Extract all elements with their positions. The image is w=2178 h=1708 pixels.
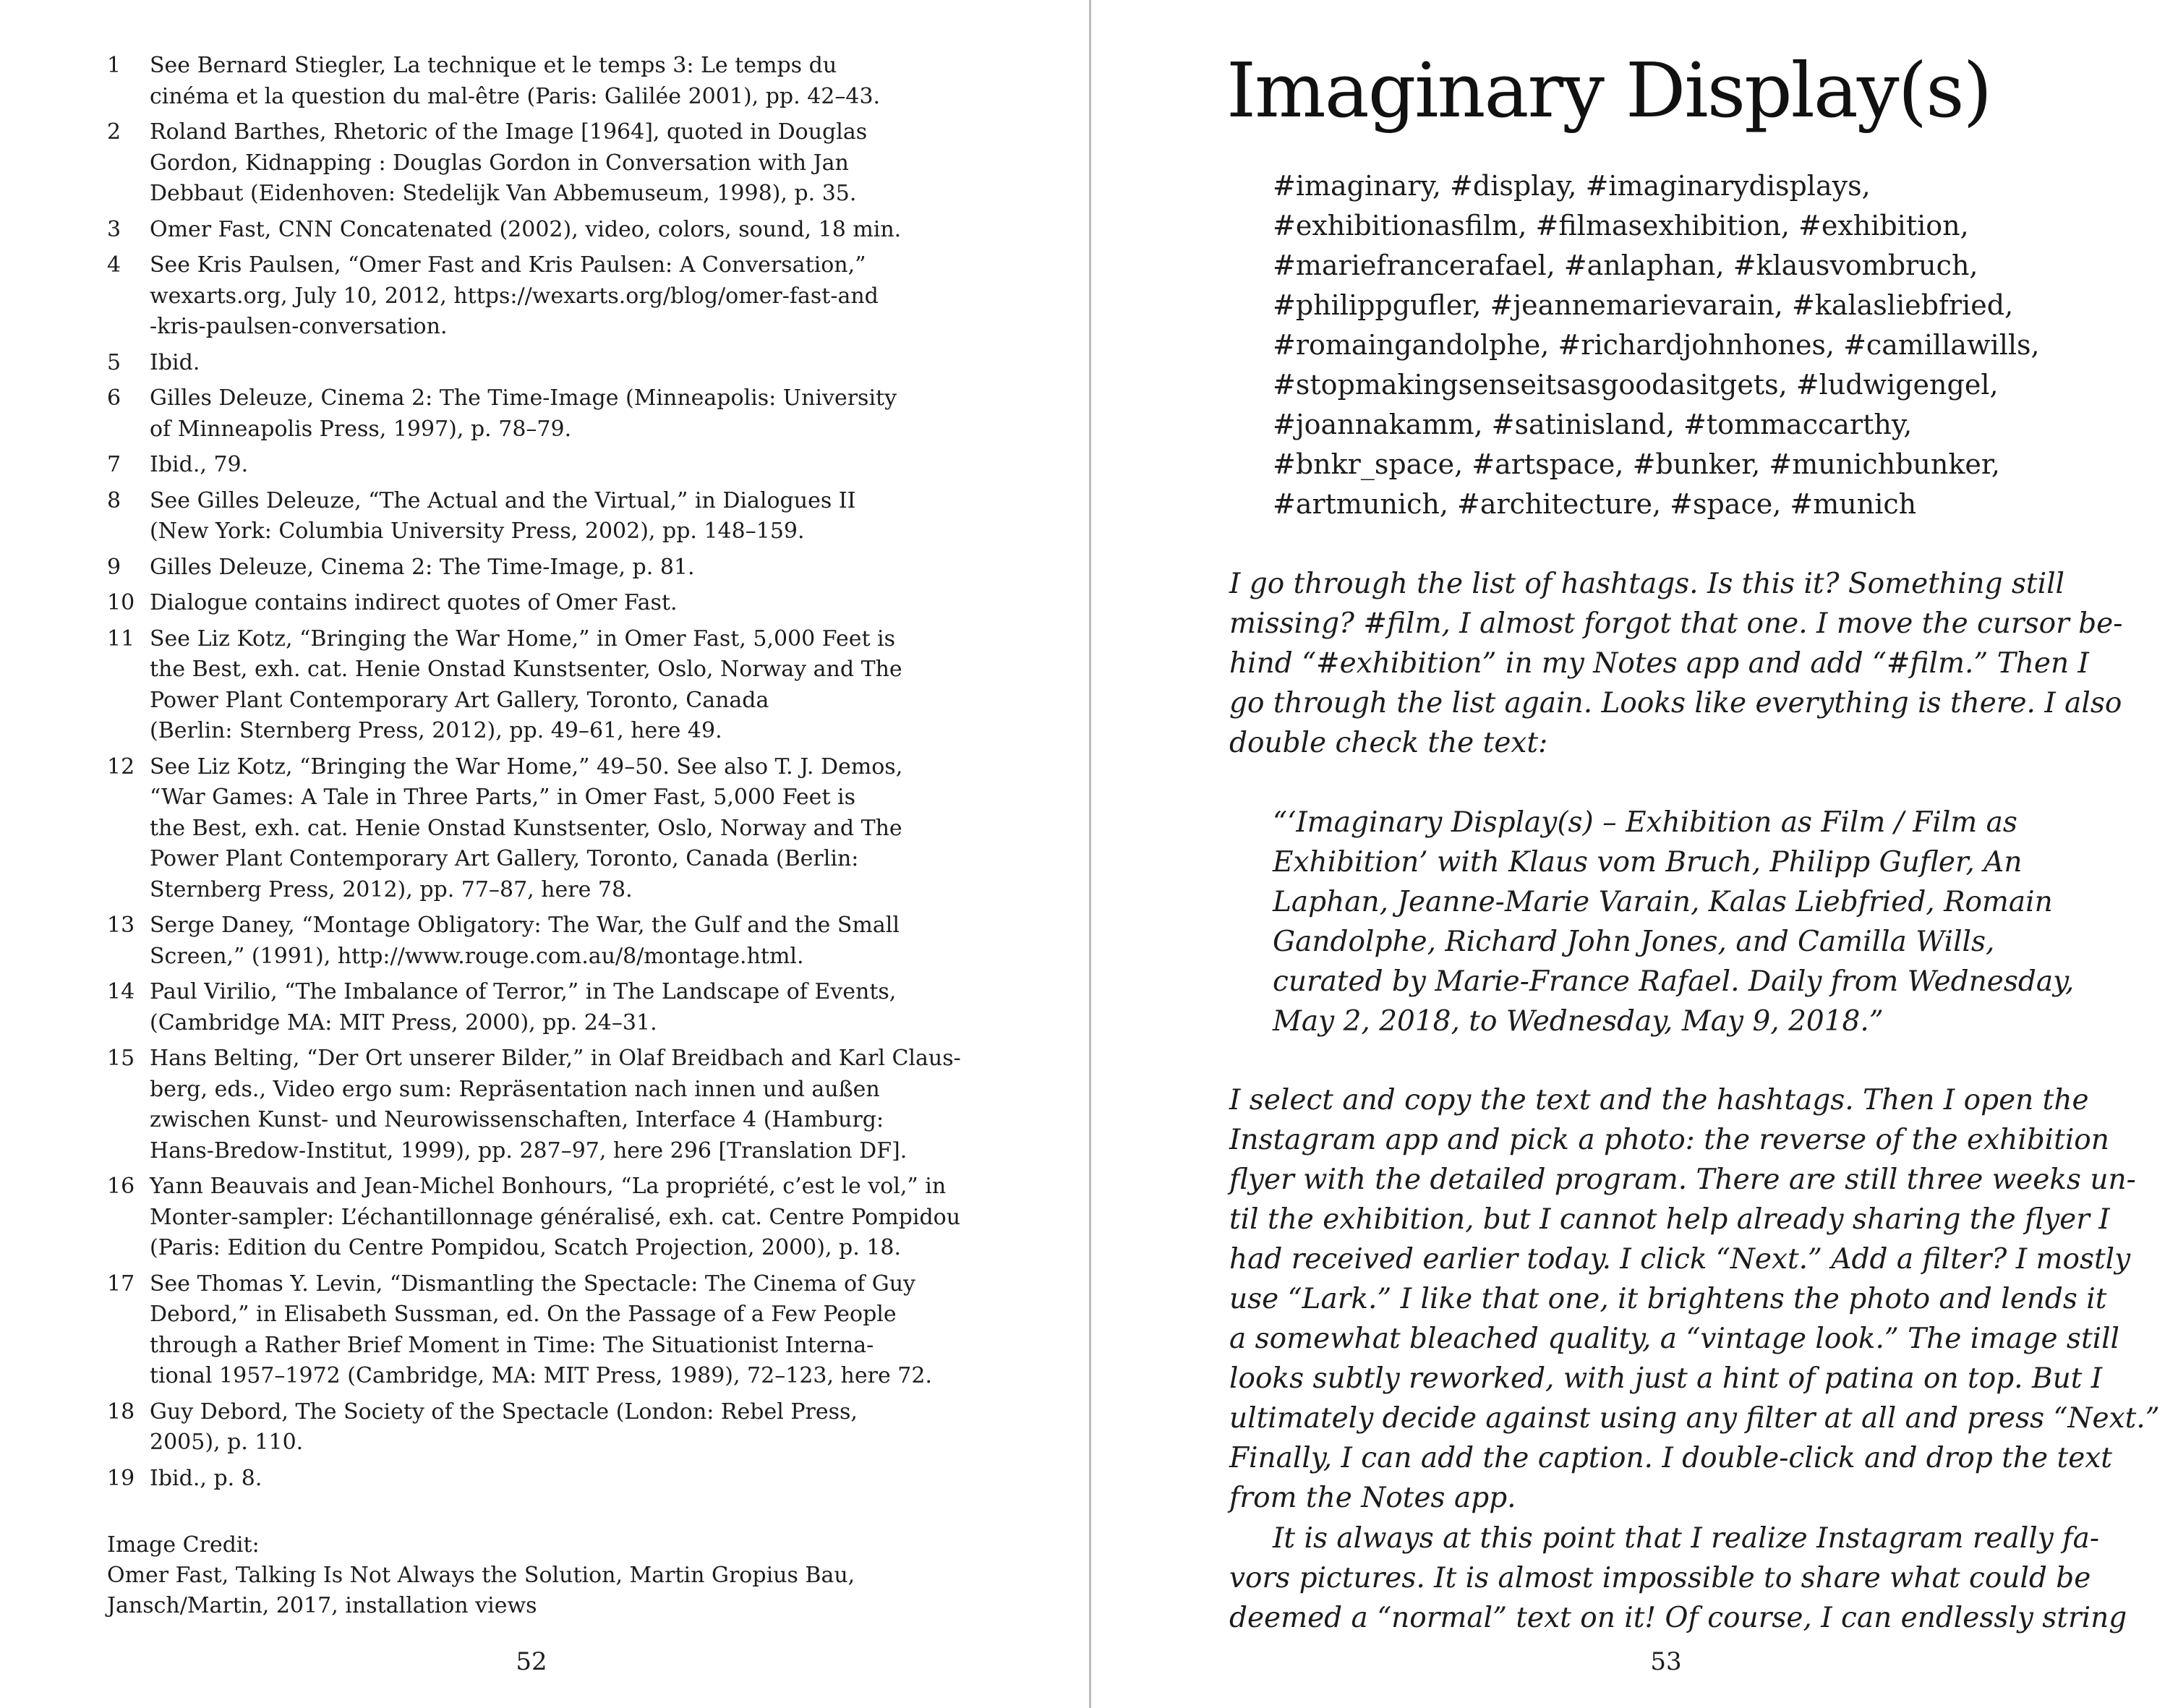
text-line: curated by Marie-France Rafael. Daily from Wednesday, (1273, 965, 2075, 998)
footnote-line: See Liz Kotz, “Bringing the War Home,” in Omer Fast, 5,000 Feet is (150, 625, 896, 652)
footnote-text (150, 117, 968, 210)
footnote-text (150, 588, 968, 619)
footnote-line: zwischen Kunst- und Neurowissenschaften, Interface 4 (Hamburg: (150, 1107, 884, 1132)
page-number-left: 52 (516, 1647, 547, 1676)
footnote-number: 13 (107, 913, 135, 938)
text-line: #stopmakingsenseitsasgoodasitgets, #ludwigengel, (1273, 369, 1999, 401)
footnote-text (150, 1464, 968, 1495)
footnote-line: Gilles Deleuze, Cinema 2: The Time-Image (Minneapolis: University (150, 385, 897, 411)
credit-line: Omer Fast, Talking Is Not Always the Solution, Martin Gropius Bau, (107, 1563, 855, 1588)
footnote-number: 11 (107, 625, 135, 652)
text-line: looks subtly reworked, with just a hint of patina on top. But I (1229, 1362, 2103, 1395)
text-line: hind “#exhibition” in my Notes app and add “#film.” Then I (1229, 647, 2089, 680)
text-line: Finally, I can add the caption. I double-click and drop the text (1229, 1442, 2112, 1474)
footnote (107, 752, 968, 906)
footnote-line: Yann Beauvais and Jean-Michel Bonhours, “La propriété, c’est le vol,” in (150, 1174, 947, 1199)
footnote-text (150, 51, 968, 112)
footnote-line: Debbaut (Eidenhoven: Stedelijk Van Abbemuseum, 1998), p. 35. (150, 181, 857, 206)
footnote (107, 348, 968, 379)
footnote-number: 19 (107, 1465, 135, 1491)
footnote-text (150, 486, 968, 547)
footnote-text (150, 1171, 968, 1264)
footnote (107, 588, 968, 619)
footnote-line: the Best, exh. cat. Henie Onstad Kunstsenter, Oslo, Norway and The (150, 657, 902, 682)
footnote-number: 15 (107, 1046, 135, 1071)
footnote-text (150, 348, 968, 379)
footnote-line: wexarts.org, July 10, 2012, https://wexarts.org/blog/omer-fast-and (150, 283, 879, 309)
paragraph (1229, 1519, 2127, 1638)
text-line: #artmunich, #architecture, #space, #munich (1273, 488, 1917, 520)
footnote-number: 4 (107, 252, 121, 278)
text-line: I select and copy the text and the hashtags. Then I open the (1229, 1084, 2089, 1116)
footnote-line: Power Plant Contemporary Art Gallery, Toronto, Canada (Berlin: (150, 846, 859, 871)
footnote-number: 8 (107, 487, 121, 513)
footnote-number: 9 (107, 554, 121, 580)
footnote (107, 51, 968, 112)
footnote-line: (Cambridge MA: MIT Press, 2000), pp. 24–31. (150, 1009, 657, 1036)
footnote-line: See Thomas Y. Levin, “Dismantling the Spectacle: The Cinema of Guy (150, 1271, 915, 1297)
footnote-line: Paul Virilio, “The Imbalance of Terror,” in The Landscape of Events, (150, 979, 897, 1004)
footnote-line: Debord,” in Elisabeth Sussman, ed. On the Passage of a Few People (150, 1302, 897, 1327)
footnote (107, 1043, 968, 1166)
footnote (107, 624, 968, 747)
footnote-number: 2 (107, 119, 121, 145)
text-line: #exhibitionasfilm, #filmasexhibition, #exhibition, (1273, 210, 1969, 242)
footnote (107, 1171, 968, 1264)
footnote-line: Serge Daney, “Montage Obligatory: The War, the Gulf and the Small (150, 913, 900, 938)
footnotes-list (107, 51, 968, 1494)
footnote-number: 6 (107, 385, 121, 411)
footnote-text (150, 1043, 968, 1166)
footnote-number: 5 (107, 349, 121, 375)
footnote-line: Power Plant Contemporary Art Gallery, Toronto, Canada (150, 687, 769, 713)
footnote (107, 977, 968, 1038)
footnote-line: Roland Barthes, Rhetoric of the Image [1964], quoted in Douglas (150, 119, 868, 145)
footnote-text (150, 977, 968, 1038)
text-line: #imaginary, #display, #imaginarydisplays, (1273, 170, 1871, 202)
footnote-number: 18 (107, 1399, 135, 1425)
footnote-line: Hans-Bredow-Institut, 1999), pp. 287–97, here 296 [Translation DF]. (150, 1137, 908, 1163)
footnote-text (150, 383, 968, 445)
footnote (107, 383, 968, 445)
footnote (107, 552, 968, 584)
text-line: It is always at this point that I realize Instagram really fa- (1273, 1522, 2100, 1555)
text-line: “‘Imaginary Display(s) – Exhibition as Film / Film as (1273, 806, 2017, 839)
footnote-line: tional 1957–1972 (Cambridge, MA: MIT Press, 1989), 72–123, here 72. (150, 1363, 932, 1388)
block-quote (1273, 803, 2074, 1041)
footnote-line: Screen,” (1991), http://www.rouge.com.au/8/montage.html. (150, 943, 804, 969)
footnote-line: “War Games: A Tale in Three Parts,” in Omer Fast, 5,000 Feet is (150, 785, 855, 810)
footnote-line: Hans Belting, “Der Ort unserer Bilder,” in Olaf Breidbach and Karl Claus- (150, 1046, 961, 1071)
footnote-text (150, 215, 968, 246)
footnote-number: 14 (107, 979, 135, 1004)
page-title: Imaginary Display(s) (1226, 46, 1991, 134)
footnote-line: (Berlin: Sternberg Press, 2012), pp. 49–61, here 49. (150, 718, 722, 743)
footnote-line: Ibid., p. 8. (150, 1465, 262, 1491)
footnote (107, 1269, 968, 1392)
footnote-line: (Paris: Edition du Centre Pompidou, Scatch Projection, 2000), p. 18. (150, 1235, 901, 1260)
page-number-right: 53 (1650, 1647, 1682, 1676)
paragraph (1229, 564, 2122, 763)
text-line: missing? #film, I almost forgot that one. I move the cursor be- (1229, 607, 2123, 640)
footnote-line: See Bernard Stiegler, La technique et le temps 3: Le temps du (150, 53, 837, 78)
footnote-number: 1 (107, 53, 121, 78)
text-line: May 2, 2018, to Wednesday, May 9, 2018.” (1273, 1005, 1884, 1038)
footnote-number: 7 (107, 452, 121, 477)
text-line: ultimately decide against using any filter at all and press “Next.” (1229, 1402, 2160, 1435)
footnote-line: through a Rather Brief Moment in Time: The Situationist Interna- (150, 1332, 874, 1358)
footnote-line: Ibid., 79. (150, 452, 249, 477)
footnote-line: the Best, exh. cat. Henie Onstad Kunstsenter, Oslo, Norway and The (150, 815, 902, 841)
text-line: vors pictures. It is almost impossible to share what could be (1229, 1562, 2091, 1594)
text-line: use “Lark.” I like that one, it brightens the photo and lends it (1229, 1283, 2107, 1315)
text-line: Instagram app and pick a photo: the reverse of the exhibition (1229, 1124, 2109, 1156)
image-credit (107, 1530, 1011, 1621)
footnote-line: See Kris Paulsen, “Omer Fast and Kris Paulsen: A Conversation,” (150, 252, 866, 278)
footnote-text (150, 250, 968, 343)
text-line: a somewhat bleached quality, a “vintage look.” The image still (1229, 1323, 2120, 1355)
footnote-line: See Gilles Deleuze, “The Actual and the Virtual,” in Dialogues II (150, 487, 856, 513)
text-line: #mariefrancerafael, #anlaphan, #klausvombruch, (1273, 249, 1978, 281)
footnote-text (150, 752, 968, 906)
text-line: Exhibition’ with Klaus vom Bruch, Philipp Gufler, An (1273, 846, 2023, 879)
footnote-line: of Minneapolis Press, 1997), p. 78–79. (150, 416, 572, 442)
hashtag-block (1273, 166, 2040, 524)
footnote (107, 250, 968, 343)
text-line: til the exhibition, but I cannot help already sharing the flyer I (1229, 1203, 2110, 1236)
footnote-number: 3 (107, 216, 121, 242)
footnote (107, 117, 968, 210)
footnote-line: Dialogue contains indirect quotes of Omer Fast. (150, 590, 678, 615)
text-line: #philippgufler, #jeannemarievarain, #kalasliebfried, (1273, 289, 2014, 321)
footnote-line: cinéma et la question du mal-être (Paris: Galilée 2001), pp. 42–43. (150, 83, 881, 109)
footnote (107, 910, 968, 972)
footnote-line: Ibid. (150, 349, 200, 375)
footnote-line: Sternberg Press, 2012), pp. 77–87, here 78. (150, 876, 633, 902)
paragraph (1229, 1080, 2160, 1518)
text-line: from the Notes app. (1229, 1482, 1516, 1514)
footnote-line: See Liz Kotz, “Bringing the War Home,” 49–50. See also T. J. Demos, (150, 753, 903, 780)
footnote-line: Omer Fast, CNN Concatenated (2002), video, colors, sound, 18 min. (150, 216, 902, 242)
text-line: I go through the list of hashtags. Is this it? Something still (1229, 568, 2065, 600)
footnote-text (150, 910, 968, 972)
credit-heading: Image Credit: (107, 1532, 260, 1558)
text-line: #bnkr_space, #artspace, #bunker, #munichbunker, (1273, 448, 2000, 480)
footnote-text (150, 450, 968, 481)
footnote-line: Gilles Deleuze, Cinema 2: The Time-Image, p. 81. (150, 554, 695, 580)
footnote (107, 450, 968, 481)
footnote (107, 1464, 968, 1495)
footnote-number: 10 (107, 590, 135, 615)
text-line: go through the list again. Looks like everything is there. I also (1229, 687, 2122, 720)
footnote-number: 17 (107, 1271, 135, 1297)
text-line: #joannakamm, #satinisland, #tommaccarthy, (1273, 409, 1913, 440)
text-line: Laphan, Jeanne-Marie Varain, Kalas Liebfried, Romain (1273, 886, 2053, 918)
text-line: had received earlier today. I click “Next.” Add a filter? I mostly (1229, 1243, 2131, 1276)
footnote-line: Monter-sampler: L’échantillonnage généralisé, exh. cat. Centre Pompidou (150, 1204, 961, 1230)
footnote-line: berg, eds., Video ergo sum: Repräsentation nach innen und außen (150, 1076, 880, 1102)
footnote (107, 215, 968, 246)
footnote-line: -kris-paulsen-conversation. (150, 314, 448, 339)
footnote-text (150, 624, 968, 747)
footnote (107, 486, 968, 547)
footnote-line: Guy Debord, The Society of the Spectacle (London: Rebel Press, (150, 1399, 858, 1425)
footnote-number: 16 (107, 1174, 135, 1199)
footnote-text (150, 1397, 968, 1459)
text-line: #romaingandolphe, #richardjohnhones, #camillawills, (1273, 329, 2040, 361)
text-line: Gandolphe, Richard John Jones, and Camilla Wills, (1273, 926, 1995, 958)
footnote-number: 12 (107, 753, 135, 780)
footnote (107, 1397, 968, 1459)
footnote-line: Gordon, Kidnapping : Douglas Gordon in Conversation with Jan (150, 150, 849, 176)
footnote-line: 2005), p. 110. (150, 1430, 304, 1455)
text-line: flyer with the detailed program. There are still three weeks un- (1229, 1163, 2136, 1196)
text-line: double check the text: (1229, 727, 1548, 759)
footnote-line: (New York: Columbia University Press, 2002), pp. 148–159. (150, 518, 805, 544)
credit-line: Jansch/Martin, 2017, installation views (107, 1593, 537, 1618)
text-line: deemed a “normal” text on it! Of course, I can endlessly string (1229, 1602, 2127, 1634)
footnote-text (150, 1269, 968, 1392)
footnote-text (150, 552, 968, 584)
